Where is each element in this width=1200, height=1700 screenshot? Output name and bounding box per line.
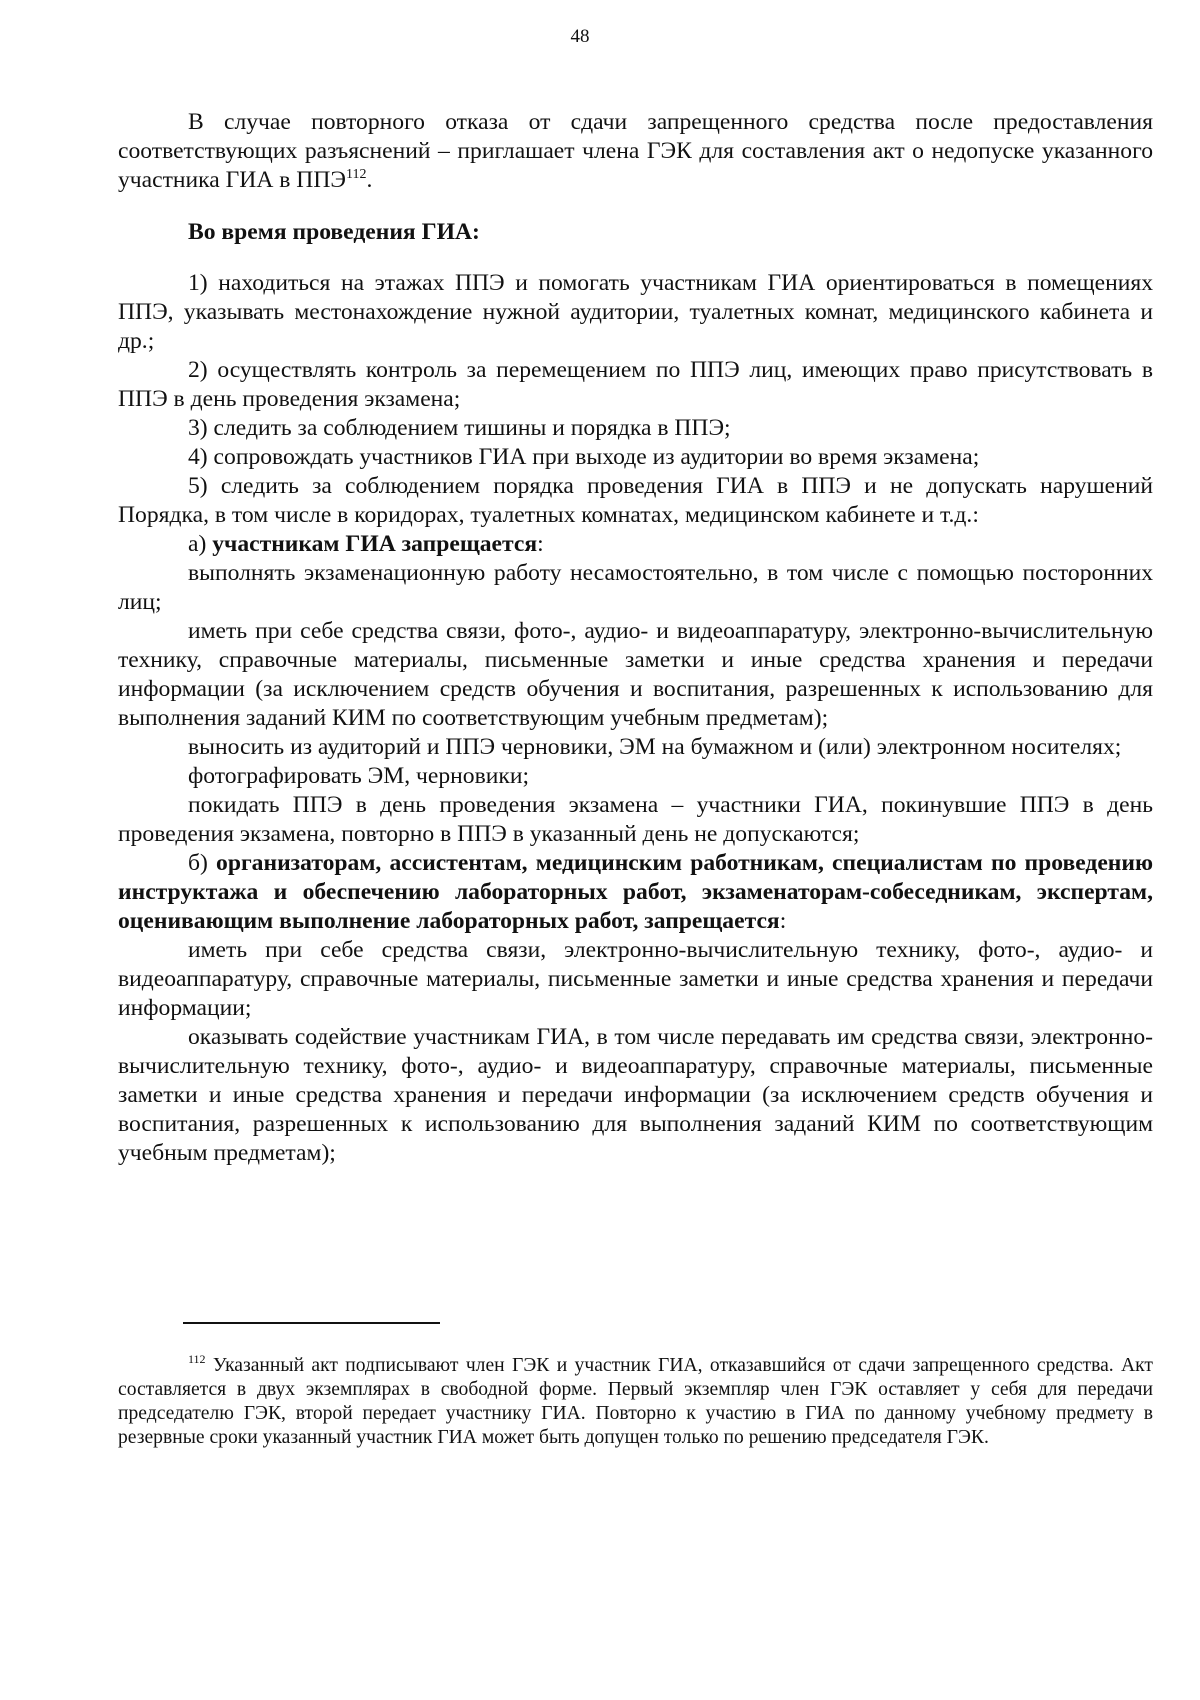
section-a-suffix: : bbox=[537, 531, 544, 557]
section-a-heading bbox=[118, 530, 1153, 559]
section-a-item-4: фотографировать ЭМ, черновики; bbox=[188, 763, 530, 789]
section-b-item-2: оказывать содействие участникам ГИА, в том числе передавать им средства связи, электронно-вычислительную технику, фото-, аудио- и видеоаппаратуру, справочные материалы, письменные заметки и иные средства хранения и передачи информации (за исключением средств обучения и воспитания, разрешенных к использованию для выполнения заданий КИМ по соответствующим учебным предметам); bbox=[118, 1024, 1153, 1166]
section-a-prefix: а) bbox=[188, 531, 213, 557]
list-item-1: 1) находиться на этажах ППЭ и помогать участникам ГИА ориентироваться в помещениях ППЭ, указывать местонахождение нужной аудитории, туалетных комнат, медицинского кабинета и др.; bbox=[118, 270, 1153, 354]
intro-paragraph bbox=[118, 108, 1153, 195]
section-a-item-2: иметь при себе средства связи, фото-, аудио- и видеоаппаратуру, электронно-вычислительную технику, справочные материалы, письменные заметки и иные средства хранения и передачи информации (за исключением средств обучения и воспитания, разрешенных к использованию для выполнения заданий КИМ по соответствующим учебным предметам); bbox=[118, 618, 1153, 731]
section-b-item-1: иметь при себе средства связи, электронно-вычислительную технику, фото-, аудио- и видеоаппаратуру, справочные материалы, письменные заметки и иные средства хранения и передачи информации; bbox=[118, 937, 1153, 1021]
footnote bbox=[118, 1351, 1153, 1450]
page-body bbox=[118, 108, 1153, 1168]
section-b-prefix: б) bbox=[188, 850, 217, 876]
section-b-title: организаторам, ассистентам, медицинским работникам, специалистам по проведению инструктажа и обеспечению лабораторных работ, экзаменаторам-собеседникам, экспертам, оценивающим выполнение лабораторных работ, запрещается bbox=[118, 850, 1154, 934]
list-item-5: 5) следить за соблюдением порядка проведения ГИА в ППЭ и не допускать нарушений Порядка, в том числе в коридорах, туалетных комнатах, медицинском кабинете и т.д.: bbox=[118, 473, 1153, 528]
section-a-item-3: выносить из аудиторий и ППЭ черновики, ЭМ на бумажном и (или) электронном носителях; bbox=[188, 734, 1122, 760]
page-number: 48 bbox=[570, 26, 590, 47]
section-a-item-1: выполнять экзаменационную работу несамостоятельно, в том числе с помощью посторонних лиц; bbox=[118, 560, 1153, 615]
footnote-divider bbox=[183, 1322, 440, 1324]
footnote-number: 112 bbox=[188, 1351, 206, 1366]
section-heading: Во время проведения ГИА: bbox=[188, 219, 480, 245]
intro-end: . bbox=[366, 167, 373, 193]
footnote-text: Указанный акт подписывают член ГЭК и участник ГИА, отказавшийся от сдачи запрещенного средства. Акт составляется в двух экземплярах в свободной форме. Первый экземпляр член ГЭК оставляет у себя для передачи председателю ГЭК, второй передает участнику ГИА. Повторно к участию в ГИА по данному учебному предмету в резервные сроки указанный участник ГИА может быть допущен только по решению председателя ГЭК. bbox=[118, 1354, 1153, 1448]
intro-text: В случае повторного отказа от сдачи запрещенного средства после предоставления соответствующих разъяснений – приглашает члена ГЭК для составления акт о недопуске указанного участника ГИА в ППЭ bbox=[118, 109, 1153, 193]
section-a-item-5: покидать ППЭ в день проведения экзамена – участники ГИА, покинувшие ППЭ в день проведения экзамена, повторно в ППЭ в указанный день не допускаются; bbox=[118, 792, 1153, 847]
list-item-2: 2) осуществлять контроль за перемещением по ППЭ лиц, имеющих право присутствовать в ППЭ в день проведения экзамена; bbox=[118, 357, 1153, 412]
section-b-heading bbox=[118, 849, 1153, 936]
footnote-reference[interactable]: 112 bbox=[345, 167, 367, 182]
section-a-title: участникам ГИА запрещается bbox=[212, 531, 538, 557]
section-b-suffix: : bbox=[779, 908, 787, 934]
list-item-4: 4) сопровождать участников ГИА при выходе из аудитории во время экзамена; bbox=[188, 444, 980, 470]
list-item-3: 3) следить за соблюдением тишины и порядка в ППЭ; bbox=[188, 415, 731, 441]
